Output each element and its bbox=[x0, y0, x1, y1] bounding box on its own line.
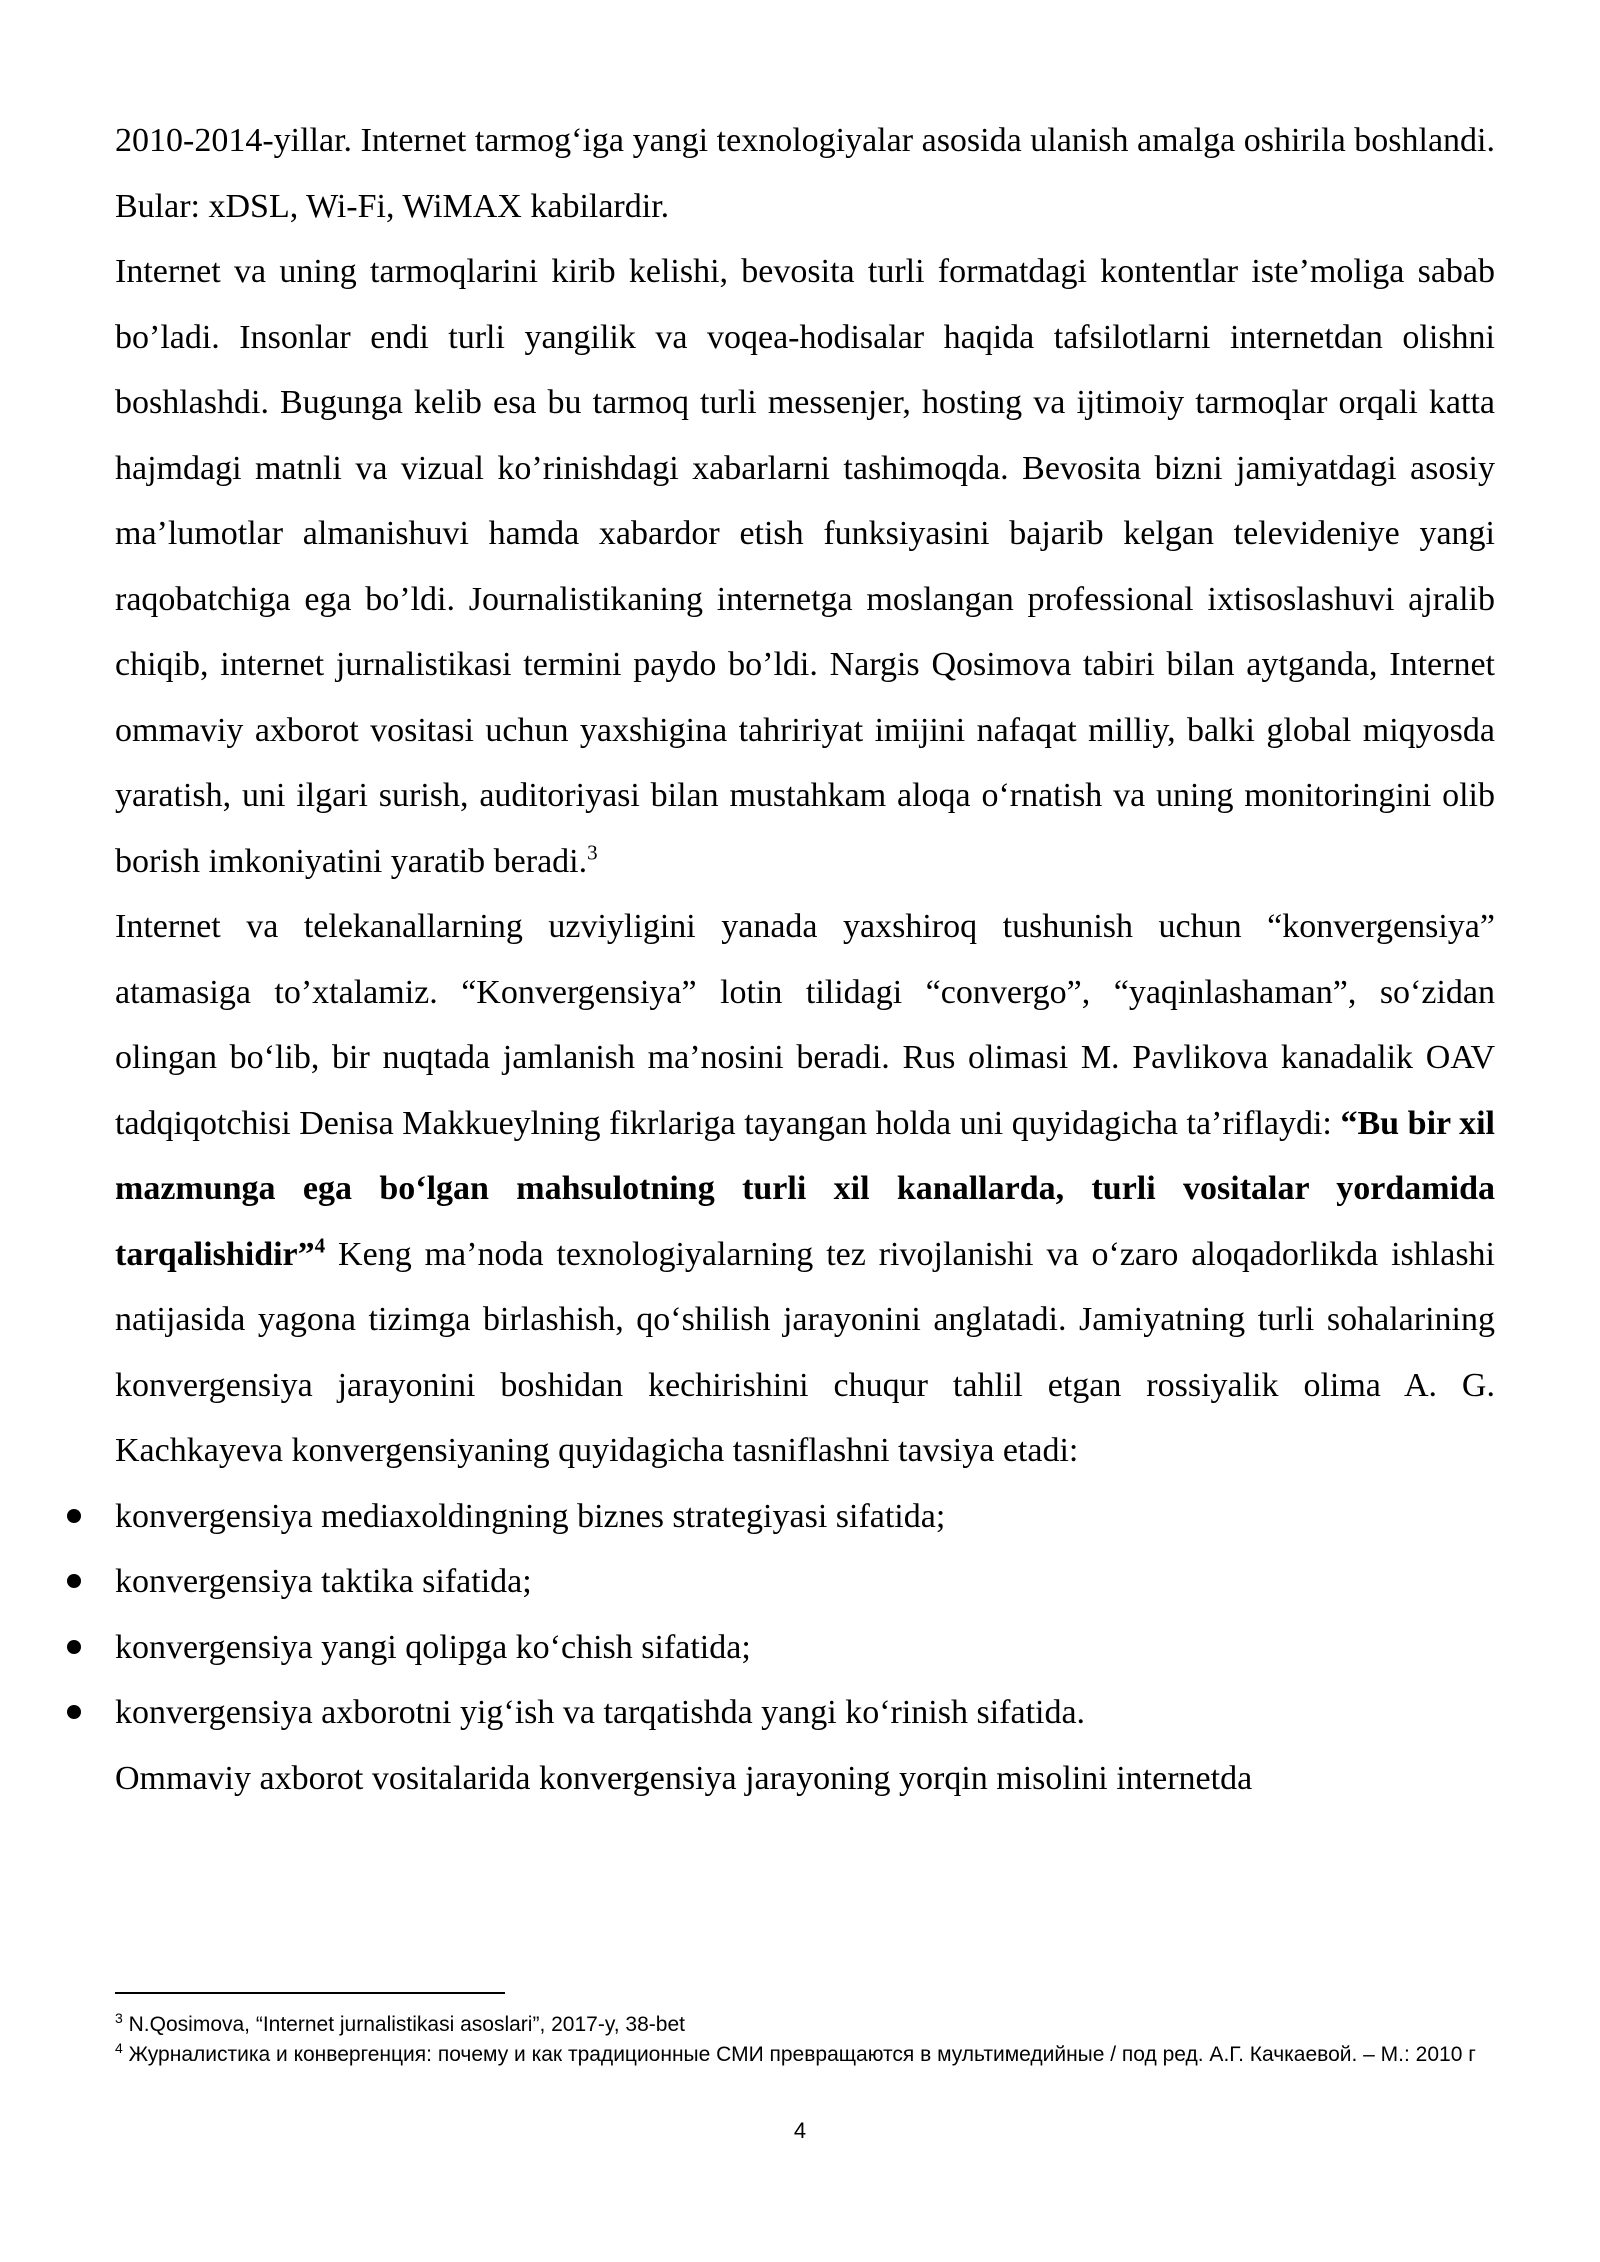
footnote-number: 3 bbox=[115, 2010, 123, 2026]
page-number: 4 bbox=[793, 2118, 807, 2143]
list-item-text: konvergensiya axborotni yig‘ish va tarqatishda yangi ko‘rinish sifatida. bbox=[115, 1694, 1086, 1731]
bullet-icon bbox=[67, 1574, 81, 1588]
list-item bbox=[115, 1484, 1495, 1550]
footnote-4 bbox=[115, 2040, 1495, 2070]
bullet-icon bbox=[67, 1640, 81, 1654]
paragraph-3-text-end: Keng ma’noda texnologiyalarning tez rivojlanishi va o‘zaro aloqadorlikda ishlashi natijasida yagona tizimga birlashish, qo‘shilish jarayonini anglatadi. Jamiyatning turli sohalarining konvergensiya jarayonini boshidan kechirishini chuqur tahlil etgan rossiyalik olima A. G. Kachkayeva konvergensiyaning quyidagicha tasniflashni tavsiya etadi: bbox=[115, 1235, 1495, 1469]
definition-quote: “Bu bir xil mazmunga ega bo‘lgan mahsulotning turli xil kanallarda, turli vositalar yordamida tarqalishidir” bbox=[115, 1104, 1495, 1273]
bullet-icon bbox=[67, 1705, 81, 1719]
footnotes bbox=[115, 2010, 1495, 2070]
list-item-text: konvergensiya yangi qolipga ko‘chish sifatida; bbox=[115, 1628, 751, 1666]
footnote-text: Журналистика и конвергенция: почему и как традиционные СМИ превращаются в мультимедийные / под ред. А.Г. Качкаевой. – М.: 2010 г bbox=[128, 2043, 1476, 2066]
paragraph-2-text: Internet va uning tarmoqlarini kirib kelishi, bevosita turli formatdagi kontentlar iste’moliga sabab bo’ladi. Insonlar endi turli yangilik va voqea-hodisalar haqida tafsilotlarni internetdan olishni boshlashdi. Bugunga kelib esa bu tarmoq turli messenjer, hosting va ijtimoiy tarmoqlar orqali katta hajmdagi matnli va vizual ko’rinishdagi xabarlarni tashimoqda. Bevosita bizni jamiyatdagi asosiy ma’lumotlar almanishuvi hamda xabardor etish funksiyasini bajarib kelgan televideniye yangi raqobatchiga ega bo’ldi. Journalistikaning internetga moslangan professional ixtisoslashuvi ajralib chiqib, internet jurnalistikasi termini paydo bo’ldi. Nargis Qosimova tabiri bilan aytganda, Internet ommaviy axborot vositasi uchun yaxshigina tahririyat imijini nafaqat milliy, balki global miqyosda yaratish, uni ilgari surish, auditoriyasi bilan mustahkam aloqa o‘rnatish va uning monitoringini olib borish imkoniyatini yaratib beradi. bbox=[115, 253, 1495, 880]
footnote-separator bbox=[115, 1992, 505, 1994]
paragraph-4 bbox=[115, 1746, 1495, 1812]
paragraph-2 bbox=[115, 239, 1495, 894]
footnote-ref-4[interactable]: 4 bbox=[314, 1233, 326, 1258]
list-item bbox=[115, 1615, 1495, 1681]
footnote-text: N.Qosimova, “Internet jurnalistikasi asoslari”, 2017-y, 38-bet bbox=[128, 2013, 685, 2036]
list-item-text: konvergensiya taktika sifatida; bbox=[115, 1563, 532, 1600]
footnote-3 bbox=[115, 2010, 1495, 2040]
bullet-icon bbox=[67, 1509, 81, 1523]
list-item bbox=[115, 1549, 1495, 1615]
footnote-ref-3[interactable]: 3 bbox=[587, 840, 598, 865]
paragraph-3-text-start: Internet va telekanallarning uzviyligini yanada yaxshiroq tushunish uchun “konvergensiya” atamasiga to’xtalamiz. “Konvergensiya” lotin tilidagi “convergo”, “yaqinlashaman”, so‘zidan olingan bo‘lib, bir nuqtada jamlanish ma’nosini beradi. Rus olimasi M. Pavlikova kanadalik OAV tadqiqotchisi Denisa Makkueylning fikrlariga tayangan holda uni quyidagicha ta’riflaydi: bbox=[115, 908, 1495, 1142]
paragraph-1-text: 2010-2014-yillar. Internet tarmog‘iga yangi texnologiyalar asosida ulanish amalga oshirila boshlandi. Bular: xDSL, Wi-Fi, WiMAX kabilardir. bbox=[115, 122, 1495, 225]
paragraph-3 bbox=[115, 894, 1495, 1484]
footnote-number: 4 bbox=[115, 2040, 123, 2056]
document-body bbox=[115, 108, 1495, 1811]
list-item-text: konvergensiya mediaxoldingning biznes strategiyasi sifatida; bbox=[115, 1497, 946, 1535]
paragraph-1 bbox=[115, 108, 1495, 239]
list-item bbox=[115, 1680, 1495, 1746]
paragraph-4-text: Ommaviy axborot vositalarida konvergensiya jarayoning yorqin misolini internetda bbox=[115, 1759, 1253, 1797]
convergence-classification-list bbox=[115, 1484, 1495, 1746]
